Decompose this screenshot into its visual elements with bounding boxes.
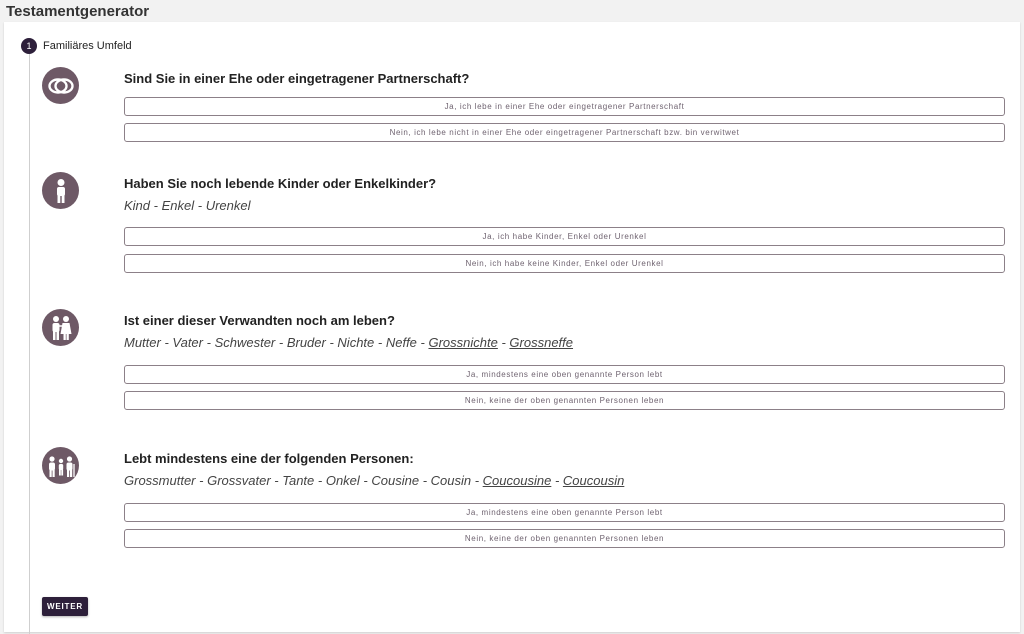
option-yes-partnership[interactable]: Ja, ich lebe in einer Ehe oder eingetragener Partnerschaft <box>124 97 1005 116</box>
relative-term-link[interactable]: Grossnichte <box>428 335 498 350</box>
child-icon <box>42 172 79 209</box>
step-number-badge: 1 <box>21 38 37 54</box>
elderly-family-icon <box>42 447 79 484</box>
relative-term: Kind <box>124 198 151 213</box>
relative-term: Onkel <box>325 473 360 488</box>
rings-icon <box>42 67 79 104</box>
relatives-list-children: Kind - Enkel - Urenkel <box>124 198 251 213</box>
relative-term: Vater <box>172 335 203 350</box>
app-title: Testamentgenerator <box>6 3 150 20</box>
relative-term-link[interactable]: Coucousin <box>562 473 625 488</box>
relative-term-link[interactable]: Coucousine <box>482 473 552 488</box>
relative-term: Cousine <box>371 473 420 488</box>
option-no-children[interactable]: Nein, ich habe keine Kinder, Enkel oder Urenkel <box>124 254 1005 273</box>
relatives-list-parents-siblings: Mutter - Vater - Schwester - Bruder - Nichte - Neffe - Grossnichte - Grossneffe <box>124 335 574 350</box>
option-no-partnership[interactable]: Nein, ich lebe nicht in einer Ehe oder eingetragener Partnerschaft bzw. bin verwitwet <box>124 123 1005 142</box>
relative-term: Grossmutter <box>124 473 196 488</box>
relative-term: Urenkel <box>205 198 251 213</box>
question-children: Haben Sie noch lebende Kinder oder Enkelkinder? <box>124 176 437 191</box>
step-header[interactable] <box>21 38 132 54</box>
relative-term-link[interactable]: Grossneffe <box>509 335 574 350</box>
option-yes-children[interactable]: Ja, ich habe Kinder, Enkel oder Urenkel <box>124 227 1005 246</box>
question-grandparents: Lebt mindestens eine der folgenden Personen: <box>124 451 414 466</box>
relative-term: Mutter <box>124 335 161 350</box>
option-yes-relatives[interactable]: Ja, mindestens eine oben genannte Person lebt <box>124 365 1005 384</box>
relative-term: Tante <box>282 473 315 488</box>
option-no-grandparents[interactable]: Nein, keine der oben genannten Personen leben <box>124 529 1005 548</box>
question-partnership: Sind Sie in einer Ehe oder eingetragener Partnerschaft? <box>124 71 470 86</box>
family-icon <box>42 309 79 346</box>
relative-term: Neffe <box>385 335 417 350</box>
relative-term: Grossvater <box>207 473 271 488</box>
relatives-list-grandparents: Grossmutter - Grossvater - Tante - Onkel - Cousine - Cousin - Coucousine - Coucousin <box>124 473 625 488</box>
step-connector-line <box>29 54 30 634</box>
question-parents-siblings: Ist einer dieser Verwandten noch am leben? <box>124 313 395 328</box>
next-button[interactable]: WEITER <box>42 597 88 616</box>
option-yes-grandparents[interactable]: Ja, mindestens eine oben genannte Person lebt <box>124 503 1005 522</box>
relative-term: Nichte <box>337 335 375 350</box>
relative-term: Enkel <box>161 198 195 213</box>
step-label: Familiäres Umfeld <box>43 40 132 52</box>
relative-term: Cousin <box>430 473 472 488</box>
relative-term: Bruder <box>286 335 326 350</box>
relative-term: Schwester <box>214 335 276 350</box>
option-no-relatives[interactable]: Nein, keine der oben genannten Personen leben <box>124 391 1005 410</box>
